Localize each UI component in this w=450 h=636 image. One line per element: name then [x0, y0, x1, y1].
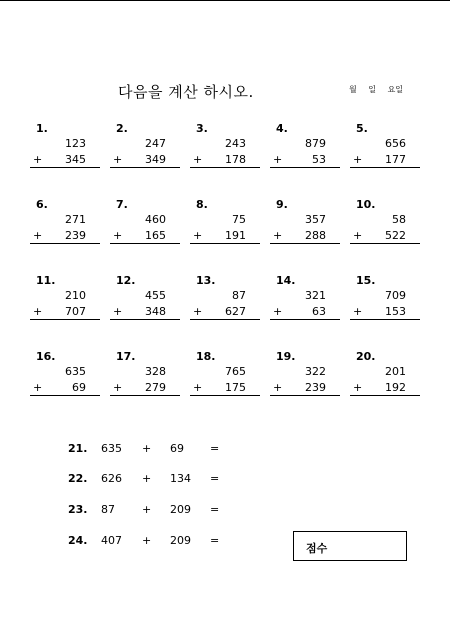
- problem-number: 23.: [68, 503, 88, 516]
- problem-top-operand: 271: [65, 213, 86, 226]
- weekday-label: 요일: [387, 85, 404, 94]
- problem-bottom-operand: 707: [65, 305, 86, 318]
- problem-number: 21.: [68, 442, 88, 455]
- problem-number: 19.: [276, 350, 296, 363]
- problem-bottom-operand: 348: [145, 305, 166, 318]
- problem-number: 22.: [68, 472, 88, 485]
- horizontal-problem-row: [0, 472, 450, 488]
- problem-bottom-operand: 69: [72, 381, 86, 394]
- problem-top-operand: 210: [65, 289, 86, 302]
- answer-line: [110, 395, 180, 396]
- problem-number: 15.: [356, 274, 376, 287]
- plus-sign: +: [33, 381, 43, 394]
- plus-sign: +: [142, 442, 152, 455]
- problem-item: [110, 198, 180, 242]
- problem-bottom-operand: 63: [312, 305, 326, 318]
- problem-number: 14.: [276, 274, 296, 287]
- problem-item: [110, 350, 180, 394]
- problem-bottom-operand: 522: [385, 229, 406, 242]
- problem-item: [350, 274, 420, 318]
- problem-item: [190, 198, 260, 242]
- problem-item: [350, 122, 420, 166]
- answer-line: [270, 243, 340, 244]
- problem-second-operand: 209: [170, 503, 191, 516]
- problem-top-operand: 635: [65, 365, 86, 378]
- answer-line: [190, 167, 260, 168]
- problem-bottom-operand: 279: [145, 381, 166, 394]
- problem-top-operand: 879: [305, 137, 326, 150]
- problem-number: 1.: [36, 122, 48, 135]
- problem-number: 3.: [196, 122, 208, 135]
- plus-sign: +: [273, 229, 283, 242]
- plus-sign: +: [33, 305, 43, 318]
- problem-first-operand: 407: [101, 534, 122, 547]
- problem-item: [30, 274, 100, 318]
- plus-sign: +: [353, 381, 363, 394]
- answer-line: [350, 395, 420, 396]
- problem-number: 20.: [356, 350, 376, 363]
- day-label: 일: [368, 85, 377, 94]
- date-fields: [349, 84, 412, 95]
- answer-line: [270, 395, 340, 396]
- problem-bottom-operand: 349: [145, 153, 166, 166]
- problem-number: 24.: [68, 534, 88, 547]
- problem-top-operand: 322: [305, 365, 326, 378]
- problem-item: [110, 274, 180, 318]
- problem-number: 2.: [116, 122, 128, 135]
- problem-top-operand: 460: [145, 213, 166, 226]
- problem-number: 5.: [356, 122, 368, 135]
- problem-top-operand: 709: [385, 289, 406, 302]
- plus-sign: +: [273, 381, 283, 394]
- problem-bottom-operand: 165: [145, 229, 166, 242]
- equals-sign: =: [210, 472, 220, 485]
- problem-item: [110, 122, 180, 166]
- plus-sign: +: [113, 153, 123, 166]
- problem-number: 17.: [116, 350, 136, 363]
- problem-number: 9.: [276, 198, 288, 211]
- answer-line: [30, 319, 100, 320]
- problem-top-operand: 201: [385, 365, 406, 378]
- answer-line: [190, 319, 260, 320]
- plus-sign: +: [273, 305, 283, 318]
- plus-sign: +: [353, 229, 363, 242]
- problem-number: 16.: [36, 350, 56, 363]
- problem-item: [30, 122, 100, 166]
- answer-line: [30, 243, 100, 244]
- problem-top-operand: 75: [232, 213, 246, 226]
- problem-item: [270, 274, 340, 318]
- problem-number: 6.: [36, 198, 48, 211]
- horizontal-problem-row: [0, 503, 450, 519]
- problem-number: 13.: [196, 274, 216, 287]
- problem-top-operand: 247: [145, 137, 166, 150]
- problem-item: [190, 122, 260, 166]
- problem-item: [350, 198, 420, 242]
- month-label: 월: [349, 85, 357, 94]
- problem-top-operand: 123: [65, 137, 86, 150]
- plus-sign: +: [142, 534, 152, 547]
- problem-top-operand: 321: [305, 289, 326, 302]
- plus-sign: +: [113, 305, 123, 318]
- problem-top-operand: 455: [145, 289, 166, 302]
- plus-sign: +: [353, 153, 363, 166]
- problem-second-operand: 134: [170, 472, 191, 485]
- problem-bottom-operand: 175: [225, 381, 246, 394]
- plus-sign: +: [193, 305, 203, 318]
- problem-bottom-operand: 239: [65, 229, 86, 242]
- answer-line: [350, 319, 420, 320]
- problem-number: 12.: [116, 274, 136, 287]
- answer-line: [190, 243, 260, 244]
- answer-line: [190, 395, 260, 396]
- problem-bottom-operand: 153: [385, 305, 406, 318]
- problem-number: 7.: [116, 198, 128, 211]
- answer-line: [270, 167, 340, 168]
- plus-sign: +: [113, 381, 123, 394]
- answer-line: [350, 167, 420, 168]
- problem-bottom-operand: 627: [225, 305, 246, 318]
- plus-sign: +: [33, 153, 43, 166]
- answer-line: [30, 167, 100, 168]
- problem-item: [350, 350, 420, 394]
- plus-sign: +: [142, 472, 152, 485]
- problem-top-operand: 656: [385, 137, 406, 150]
- answer-line: [110, 319, 180, 320]
- problem-number: 11.: [36, 274, 56, 287]
- problem-first-operand: 87: [101, 503, 115, 516]
- problem-bottom-operand: 239: [305, 381, 326, 394]
- problem-top-operand: 765: [225, 365, 246, 378]
- problem-bottom-operand: 288: [305, 229, 326, 242]
- answer-line: [30, 395, 100, 396]
- plus-sign: +: [193, 229, 203, 242]
- problem-bottom-operand: 345: [65, 153, 86, 166]
- problem-item: [270, 122, 340, 166]
- score-label: 점수: [306, 542, 328, 555]
- problem-bottom-operand: 177: [385, 153, 406, 166]
- problem-number: 8.: [196, 198, 208, 211]
- problem-bottom-operand: 53: [312, 153, 326, 166]
- plus-sign: +: [353, 305, 363, 318]
- answer-line: [350, 243, 420, 244]
- plus-sign: +: [193, 381, 203, 394]
- problem-bottom-operand: 192: [385, 381, 406, 394]
- problem-second-operand: 69: [170, 442, 184, 455]
- plus-sign: +: [142, 503, 152, 516]
- equals-sign: =: [210, 442, 220, 455]
- problem-bottom-operand: 191: [225, 229, 246, 242]
- problem-number: 4.: [276, 122, 288, 135]
- problem-item: [270, 350, 340, 394]
- problem-top-operand: 87: [232, 289, 246, 302]
- problem-bottom-operand: 178: [225, 153, 246, 166]
- problem-first-operand: 626: [101, 472, 122, 485]
- problem-item: [190, 350, 260, 394]
- problem-number: 18.: [196, 350, 216, 363]
- plus-sign: +: [113, 229, 123, 242]
- top-border-line: [0, 0, 450, 1]
- equals-sign: =: [210, 534, 220, 547]
- problem-top-operand: 243: [225, 137, 246, 150]
- problem-second-operand: 209: [170, 534, 191, 547]
- problem-item: [190, 274, 260, 318]
- answer-line: [110, 243, 180, 244]
- plus-sign: +: [273, 153, 283, 166]
- worksheet-title: 다음을 계산 하시오.: [118, 83, 254, 101]
- plus-sign: +: [33, 229, 43, 242]
- equals-sign: =: [210, 503, 220, 516]
- answer-line: [270, 319, 340, 320]
- problem-item: [30, 350, 100, 394]
- problem-top-operand: 328: [145, 365, 166, 378]
- score-box: [293, 531, 407, 561]
- problem-first-operand: 635: [101, 442, 122, 455]
- problem-item: [270, 198, 340, 242]
- problem-item: [30, 198, 100, 242]
- problem-top-operand: 357: [305, 213, 326, 226]
- plus-sign: +: [193, 153, 203, 166]
- answer-line: [110, 167, 180, 168]
- problem-number: 10.: [356, 198, 376, 211]
- horizontal-problem-row: [0, 442, 450, 458]
- problem-top-operand: 58: [392, 213, 406, 226]
